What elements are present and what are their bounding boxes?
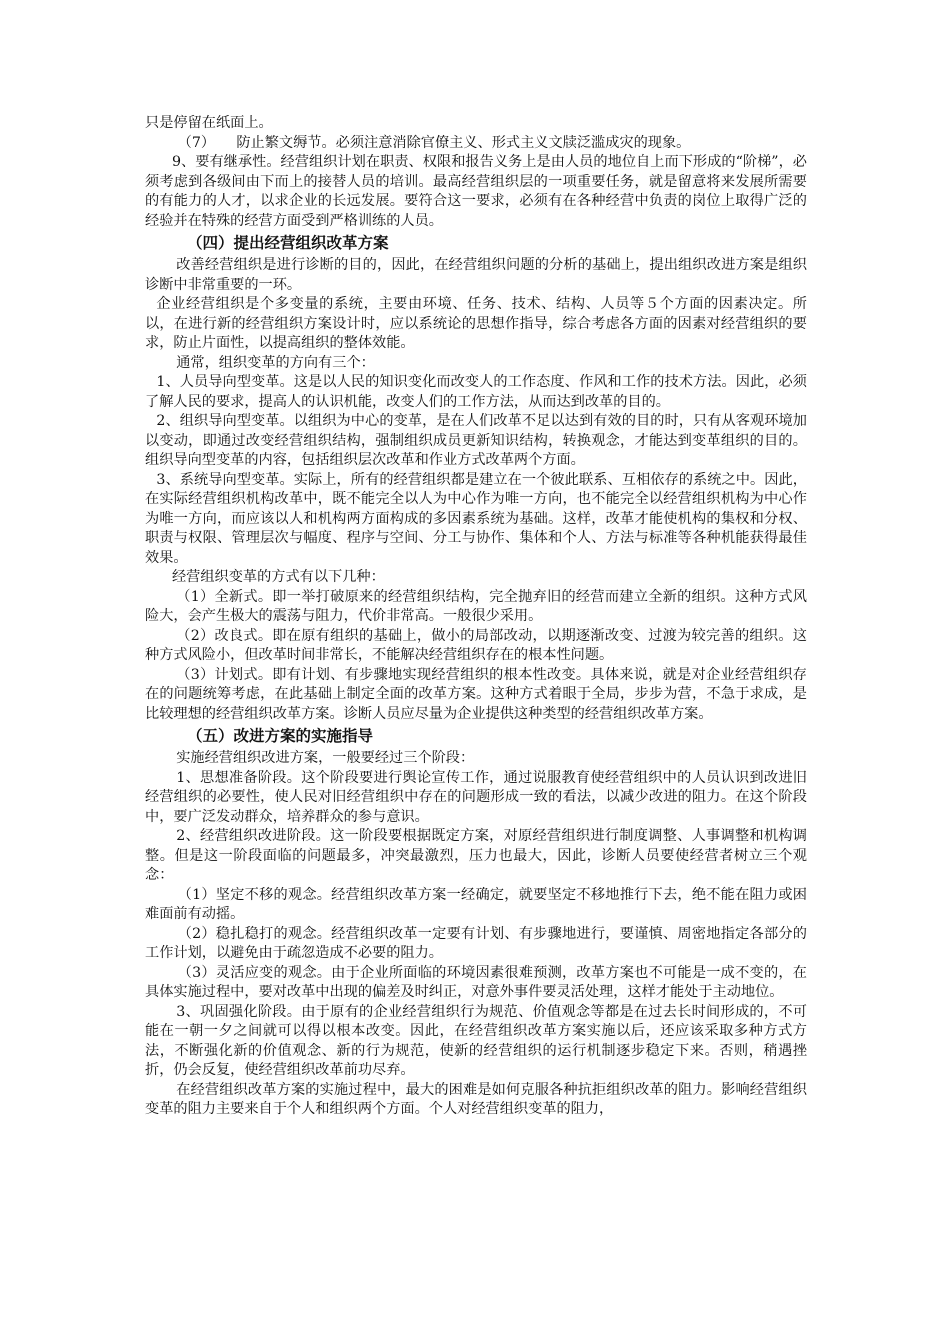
paragraph: 2、经营组织改进阶段。这一阶段要根据既定方案，对原经营组织进行制度调整、人事调整和机构调整。但是这一阶段面临的问题最多，冲突最激烈，压力也最大，因此，诊断人员要使经营者树立三个观念： bbox=[145, 828, 807, 883]
paragraph: 9、要有继承性。经营组织计划在职责、权限和报告义务上是由人员的地位自上而下形成的“阶梯”，必须考虑到各级间由下而上的接替人员的培训。最高经营组织层的一项重要任务，就是留意将来发展所需要的有能力的人才，以求企业的长远发展。要符合这一要求，必须有在各种经营中负责的岗位上取得广泛的经验并在特殊的经营方面受到严格训练的人员。 bbox=[145, 154, 807, 229]
paragraph: 改善经营组织是进行诊断的目的，因此，在经营组织问题的分析的基础上，提出组织改进方案是组织诊断中非常重要的一环。 bbox=[145, 257, 807, 293]
paragraph: 2、组织导向型变革。以组织为中心的变革，是在人们改革不足以达到有效的目的时，只有从客观环境加以变动，即通过改变经营组织结构，强制组织成员更新知识结构，转换观念，才能达到变革组织的目的。组织导向型变革的内容，包括组织层次改革和作业方式改革两个方面。 bbox=[145, 413, 807, 468]
paragraph: 只是停留在纸面上。 bbox=[145, 115, 273, 131]
paragraph: （2）改良式。即在原有组织的基础上，做小的局部改动，以期逐渐改变、过渡为较完善的组织。这种方式风险小，但改革时间非常长，不能解决经营组织存在的根本性问题。 bbox=[145, 627, 807, 663]
paragraph: （2）稳扎稳打的观念。经营组织改革一定要有计划、有步骤地进行，要谨慎、周密地指定各部分的工作计划，以避免由于疏忽造成不必要的阻力。 bbox=[145, 925, 807, 961]
paragraph: 3、巩固强化阶段。由于原有的企业经营组织行为规范、价值观念等都是在过去长时间形成的，不可能在一朝一夕之间就可以得以根本改变。因此，在经营组织改革方案实施以后，还应该采取多种方式方法，不断强化新的价值观念、新的行为规范，使新的经营组织的运行机制逐步稳定下来。否则，稍遇挫折，仍会反复，使经营组织改革前功尽弃。 bbox=[145, 1003, 807, 1078]
paragraph: 1、人员导向型变革。这是以人民的知识变化而改变人的工作态度、作风和工作的技术方法。因此，必须了解人民的要求，提高人的认识机能，改变人们的工作方法，从而达到改革的目的。 bbox=[145, 374, 807, 410]
paragraph: 1、思想准备阶段。这个阶段要进行舆论宣传工作，通过说服教育使经营组织中的人员认识到改进旧经营组织的必要性，使人民对旧经营组织中存在的问题形成一致的看法，以减少改进的阻力。在这个阶段中，要广泛发动群众，培养群众的参与意识。 bbox=[145, 769, 807, 825]
paragraph: 实施经营组织改进方案，一般要经过三个阶段： bbox=[176, 750, 475, 766]
paragraph: 在经营组织改革方案的实施过程中，最大的困难是如何克服各种抗拒组织改革的阻力。影响经营组织变革的阻力主要来自于个人和组织两个方面。个人对经营组织变革的阻力， bbox=[145, 1081, 807, 1117]
paragraph: （1）坚定不移的观念。经营组织改革方案一经确定，就要坚定不移地推行下去，绝不能在阻力或困难面前有动摇。 bbox=[145, 886, 807, 922]
section-heading: （四）提出经营组织改革方案 bbox=[187, 234, 389, 252]
paragraph: 3、系统导向型变革。实际上，所有的经营组织都是建立在一个彼此联系、互相依存的系统之中。因此，在实际经营组织机构改革中，既不能完全以人为中心作为唯一方向，也不能完全以经营组织机构为中心作为唯一方向，而应该以人和机构两方面构成的多因素系统为基础。这样，改革才能使机构的集权和分权、职责与权限、管理层次与幅度、程序与空间、分工与协作、集体和个人、方法与标准等各种机能获得最佳效果。 bbox=[145, 471, 807, 566]
paragraph: （7） 防止繁文缛节。必须注意消除官僚主义、形式主义文牍泛滥成灾的现象。 bbox=[177, 134, 691, 151]
paragraph: （3）计划式。即有计划、有步骤地实现经营组织的根本性改变。具体来说，就是对企业经营组织存在的问题统筹考虑，在此基础上制定全面的改革方案。这种方式着眼于全局，步步为营，不急于求成，是比较理想的经营组织改革方案。诊断人员应尽量为企业提供这种类型的经营组织改革方案。 bbox=[145, 666, 807, 722]
document-body bbox=[145, 114, 807, 1120]
paragraph: 企业经营组织是个多变量的系统，主要由环境、任务、技术、结构、人员等５个方面的因素决定。所以，在进行新的经营组织方案设计时，应以系统论的思想作指导，综合考虑各方面的因素对经营组织的要求，防止片面性，以提高组织的整体效能。 bbox=[145, 296, 807, 351]
paragraph: （3）灵活应变的观念。由于企业所面临的环境因素很难预测，改革方案也不可能是一成不变的，在具体实施过程中，要对改革中出现的偏差及时纠正，对意外事件要灵活处理，这样才能处于主动地位。 bbox=[145, 964, 807, 1000]
paragraph: （1）全新式。即一举打破原来的经营组织结构，完全抛弃旧的经营而建立全新的组织。这种方式风险大，会产生极大的震荡与阻力，代价非常高。一般很少采用。 bbox=[145, 588, 807, 624]
paragraph: 通常，组织变革的方向有三个： bbox=[176, 354, 375, 371]
paragraph: 经营组织变革的方式有以下几种： bbox=[171, 569, 385, 585]
section-heading: （五）改进方案的实施指导 bbox=[187, 727, 374, 745]
